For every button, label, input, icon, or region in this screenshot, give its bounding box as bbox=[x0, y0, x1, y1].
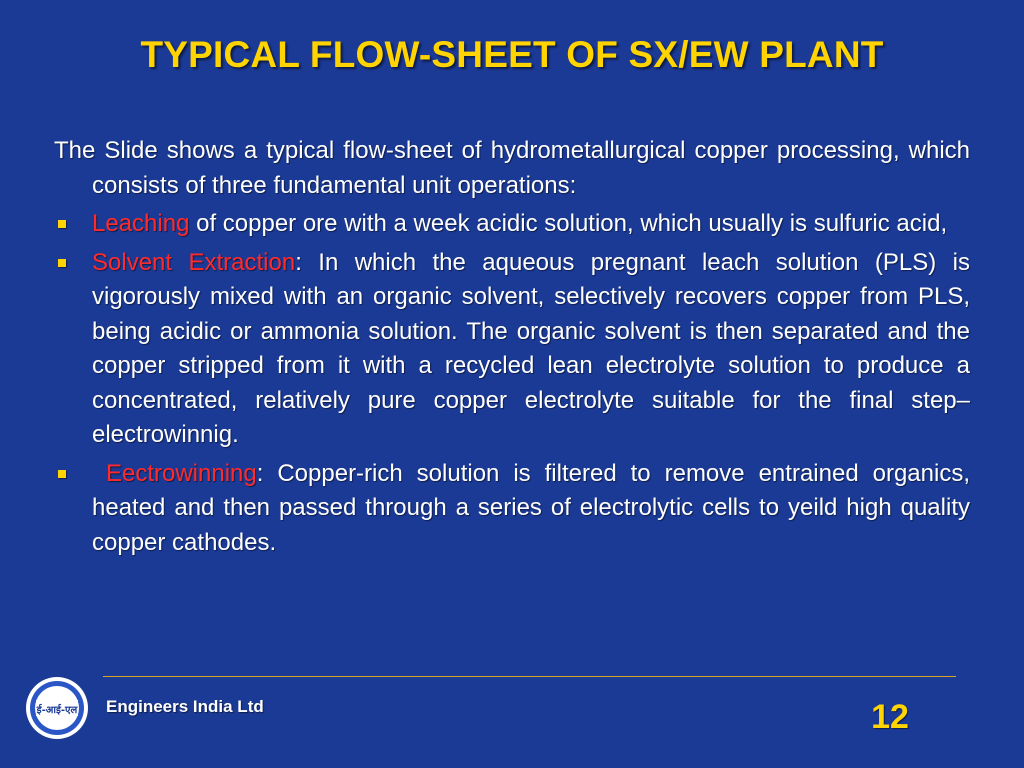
company-logo bbox=[25, 676, 89, 740]
bullet-term: Leaching bbox=[92, 210, 190, 237]
square-bullet-icon bbox=[58, 220, 66, 228]
slide-title: TYPICAL FLOW-SHEET OF SX/EW PLANT bbox=[140, 34, 884, 75]
bullet-term: Solvent Extraction bbox=[92, 248, 296, 276]
logo-text: ई-आई-एल bbox=[36, 705, 78, 716]
bullet-separator: : bbox=[256, 459, 264, 487]
footer-divider bbox=[103, 676, 956, 677]
bullet-solvent-extraction bbox=[54, 246, 970, 453]
bullet-leaching bbox=[54, 207, 970, 242]
bullet-text: Copper-rich solution is filtered to remove entrained organics, heated and then passed through a series of electrolytic cells to yeild high quality copper cathodes. bbox=[92, 459, 970, 556]
square-bullet-icon bbox=[58, 259, 66, 267]
square-bullet-icon bbox=[58, 470, 66, 478]
bullet-text: In which the aqueous pregnant leach solution (PLS) is vigorously mixed with an organic solvent, selectively recovers copper from PLS, being acidic or ammonia solution. The organic solvent is then separated and the copper stripped from it with a recycled lean electrolyte solution to produce a concentrated, relatively pure copper electrolyte suitable for the final step– electrowinnig. bbox=[92, 248, 970, 448]
page-number: 12 bbox=[871, 698, 909, 736]
bullet-electrowinning bbox=[54, 457, 970, 561]
bullet-separator: : bbox=[295, 248, 302, 276]
bullet-text: of copper ore with a week acidic solution, which usually is sulfuric acid, bbox=[189, 210, 948, 237]
company-name: Engineers India Ltd bbox=[106, 697, 264, 716]
bullet-term: Eectrowinning bbox=[105, 459, 257, 487]
slide-body bbox=[54, 134, 970, 564]
intro-paragraph: The Slide shows a typical flow-sheet of hydrometallurgical copper processing, which consists of three fundamental unit operations: bbox=[54, 137, 970, 199]
